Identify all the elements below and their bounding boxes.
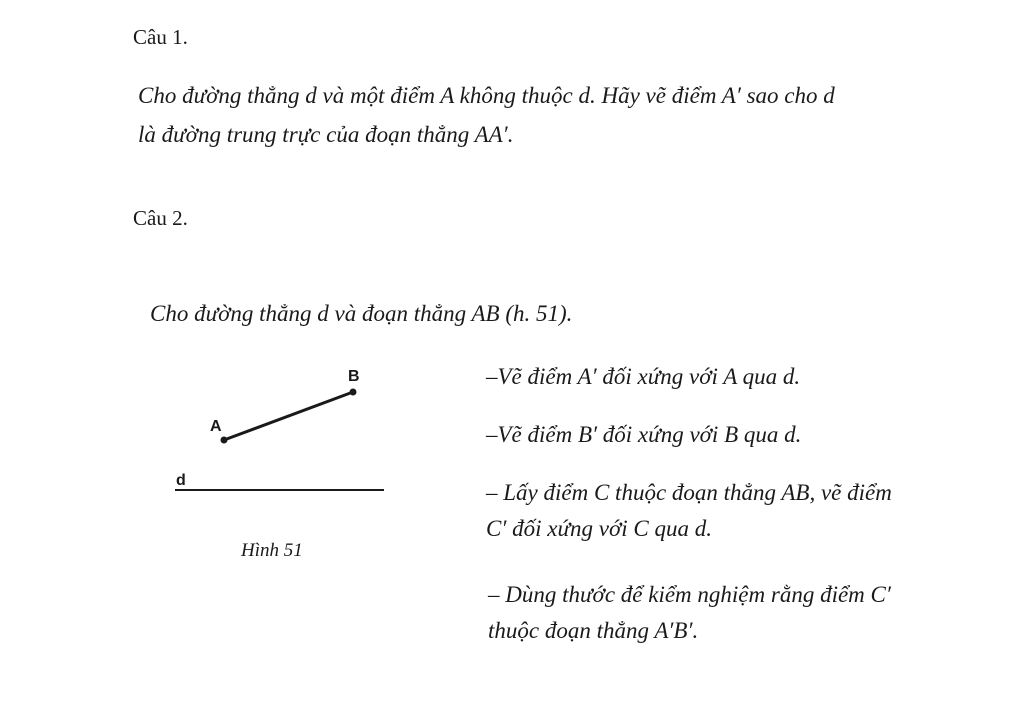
question2-heading: Câu 2. <box>133 206 188 230</box>
point-b <box>350 389 357 396</box>
label-a: A <box>210 418 222 435</box>
question1-heading: Câu 1. <box>133 25 188 49</box>
task-4-line2: thuộc đoạn thẳng A′B′. <box>488 618 699 643</box>
label-d: d <box>176 472 186 489</box>
question1-text-line2: là đường trung trực của đoạn thẳng AA′. <box>138 122 514 147</box>
task-4-line1: – Dùng thước để kiểm nghiệm rằng điểm C′ <box>488 582 891 607</box>
figure-51 <box>160 355 400 575</box>
task-3-line2: C′ đối xứng với C qua d. <box>486 516 712 541</box>
label-b: B <box>348 368 360 385</box>
task-3-line1: – Lấy điểm C thuộc đoạn thẳng AB, vẽ điểm <box>486 480 892 505</box>
question1-text-line1: Cho đường thẳng d và một điểm A không thuộc d. Hãy vẽ điểm A′ sao cho d <box>138 83 835 108</box>
task-1: –Vẽ điểm A′ đối xứng với A qua d. <box>486 364 801 389</box>
point-a <box>221 437 228 444</box>
segment-ab <box>224 392 353 440</box>
question2-intro: Cho đường thẳng d và đoạn thẳng AB (h. 51). <box>150 301 573 326</box>
figure-caption: Hình 51 <box>241 540 303 561</box>
task-2: –Vẽ điểm B′ đối xứng với B qua d. <box>486 422 802 447</box>
